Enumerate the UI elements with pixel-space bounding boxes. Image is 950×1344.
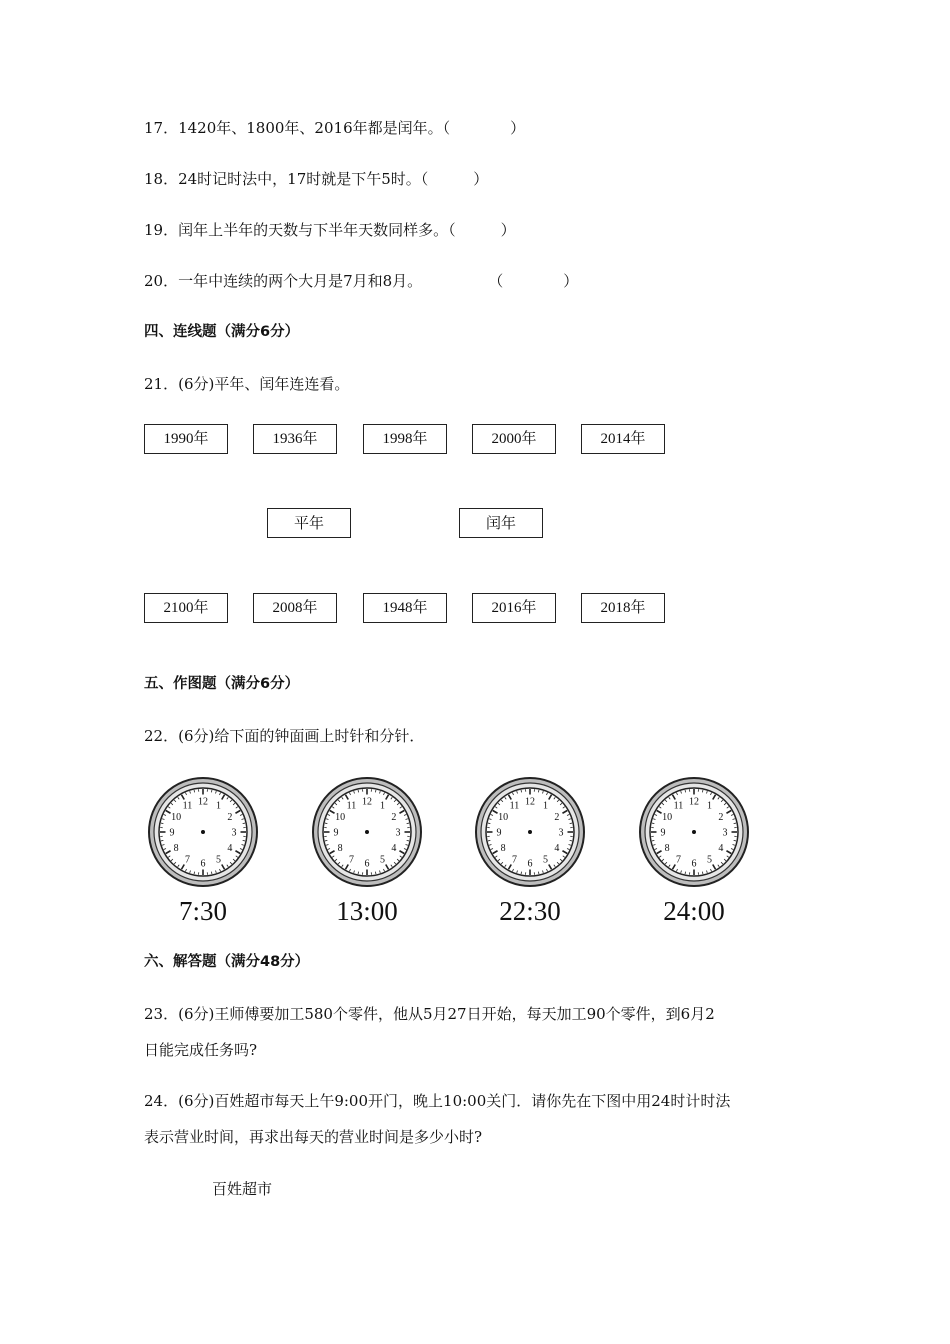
clock-tick [685, 872, 686, 874]
clock-number: 3 [722, 827, 728, 839]
question-24-line-2: 表示营业时间，再求出每天的营业时间是多少小时? [144, 1128, 483, 1146]
clock-tick [243, 823, 245, 824]
clock-number: 10 [171, 812, 182, 823]
clock-number: 9 [333, 827, 339, 839]
clock-tick [734, 840, 736, 841]
clock-tick [358, 872, 359, 874]
clock-tick [570, 823, 572, 824]
clock-tick [375, 872, 376, 874]
clock-tick [325, 823, 327, 824]
clock-center-dot [365, 830, 369, 834]
year-box-top-5[interactable]: 2014年 [581, 424, 665, 454]
clock-number: 11 [346, 800, 357, 812]
clock-number: 2 [554, 812, 560, 823]
clock-face[interactable] [474, 776, 586, 888]
clock-number: 3 [395, 827, 401, 839]
clock-number: 10 [498, 812, 509, 823]
clock-number: 7 [676, 854, 681, 866]
clock-tick [161, 823, 163, 824]
clock-number: 2 [227, 812, 233, 823]
clock-number: 5 [707, 854, 712, 866]
clock-number: 9 [496, 827, 502, 839]
year-box-top-1[interactable]: 1990年 [144, 424, 228, 454]
clock-number: 7 [512, 854, 517, 866]
question-19: 19．闰年上半年的天数与下半年天数同样多。（ ） [144, 221, 516, 239]
clock-time-label: 22:30 [499, 896, 561, 926]
clock-number: 7 [349, 854, 354, 866]
clock-tick [702, 872, 703, 874]
question-23-line-2: 日能完成任务吗? [144, 1041, 258, 1059]
clock-number: 5 [380, 854, 385, 866]
year-box-bottom-3[interactable]: 1948年 [363, 593, 447, 623]
clock-center-dot [692, 830, 696, 834]
section-6-heading: 六、解答题（满分48分） [144, 954, 310, 970]
clock-tick [734, 823, 736, 824]
year-box-bottom-5[interactable]: 2018年 [581, 593, 665, 623]
clock-tick [243, 840, 245, 841]
year-box-bottom-4[interactable]: 2016年 [472, 593, 556, 623]
clock-number: 8 [664, 843, 670, 854]
clock-number: 2 [718, 812, 724, 823]
clock-tick [538, 790, 539, 792]
clock-number: 10 [335, 812, 346, 823]
clock-tick [702, 790, 703, 792]
clock-tick [570, 840, 572, 841]
clock-tick [375, 790, 376, 792]
clock-number: 9 [660, 827, 666, 839]
clock-tick [652, 840, 654, 841]
clock-tick [325, 840, 327, 841]
clock-number: 8 [500, 843, 506, 854]
clock-number: 8 [337, 843, 343, 854]
clock-tick [358, 790, 359, 792]
clock-tick [521, 872, 522, 874]
clock-number: 4 [391, 843, 397, 854]
clock-tick [538, 872, 539, 874]
clock-tick [407, 840, 409, 841]
clock-tick [521, 790, 522, 792]
question-24-line-1: 24．(6分)百姓超市每天上午9:00开门，晚上10:00关门．请你先在下图中用24时计时法 [144, 1092, 731, 1110]
clock-tick [488, 823, 490, 824]
question-18: 18．24时记时法中，17时就是下午5时。（ ） [144, 170, 489, 188]
clock-number: 11 [509, 800, 520, 812]
clock-tick [685, 790, 686, 792]
clock-time-label: 13:00 [336, 896, 398, 926]
clock-number: 10 [662, 812, 673, 823]
clock-number: 12 [362, 796, 372, 808]
clock-number: 6 [364, 858, 370, 870]
clock-number: 11 [673, 800, 684, 812]
clock-number: 6 [527, 858, 533, 870]
clock-tick [211, 872, 212, 874]
clock-number: 12 [689, 796, 699, 808]
question-20 [144, 271, 578, 291]
clock-tick [161, 840, 163, 841]
clock-number: 6 [691, 858, 697, 870]
year-box-top-4[interactable]: 2000年 [472, 424, 556, 454]
clock-number: 12 [525, 796, 535, 808]
question-20-answer-paren: （ ） [488, 272, 579, 290]
clock-number: 7 [185, 854, 190, 866]
clock-number: 8 [173, 843, 179, 854]
clock-number: 1 [543, 800, 548, 812]
clock-center-dot [201, 830, 205, 834]
category-box-leap-year[interactable]: 闰年 [459, 508, 543, 538]
question-21: 21．(6分)平年、闰年连连看。 [144, 375, 350, 393]
clock-number: 1 [216, 800, 221, 812]
year-box-top-3[interactable]: 1998年 [363, 424, 447, 454]
clock-number: 4 [227, 843, 233, 854]
clock-number: 3 [231, 827, 237, 839]
clock-number: 4 [718, 843, 724, 854]
question-20-text: 20．一年中连续的两个大月是7月和8月。 [144, 272, 423, 290]
category-box-common-year[interactable]: 平年 [267, 508, 351, 538]
clock-number: 2 [391, 812, 397, 823]
section-4-heading: 四、连线题（满分6分） [144, 324, 300, 340]
clock-tick [488, 840, 490, 841]
store-name-label: 百姓超市 [212, 1180, 273, 1198]
year-box-bottom-1[interactable]: 2100年 [144, 593, 228, 623]
clock-tick [194, 872, 195, 874]
clock-number: 3 [558, 827, 564, 839]
clock-number: 11 [182, 800, 193, 812]
clock-center-dot [528, 830, 532, 834]
clock-face[interactable] [147, 776, 259, 888]
question-22: 22．(6分)给下面的钟面画上时针和分针． [144, 727, 425, 745]
clock-face[interactable] [311, 776, 423, 888]
clock-face[interactable] [638, 776, 750, 888]
question-23-line-1: 23．(6分)王师傅要加工580个零件，他从5月27日开始，每天加工90个零件，到6月2 [144, 1005, 715, 1023]
question-17: 17．1420年、1800年、2016年都是闰年。（ ） [144, 119, 526, 137]
clock-number: 5 [543, 854, 548, 866]
year-box-top-2[interactable]: 1936年 [253, 424, 337, 454]
clock-tick [194, 790, 195, 792]
clock-number: 5 [216, 854, 221, 866]
clock-tick [407, 823, 409, 824]
clock-number: 1 [380, 800, 385, 812]
clock-time-label: 24:00 [663, 896, 725, 926]
clock-time-label: 7:30 [178, 896, 227, 926]
clock-number: 4 [554, 843, 560, 854]
clock-tick [211, 790, 212, 792]
clock-number: 12 [198, 796, 208, 808]
clock-number: 9 [169, 827, 175, 839]
clock-number: 6 [200, 858, 206, 870]
clock-number: 1 [707, 800, 712, 812]
clock-tick [652, 823, 654, 824]
year-box-bottom-2[interactable]: 2008年 [253, 593, 337, 623]
section-5-heading: 五、作图题（满分6分） [144, 676, 300, 692]
